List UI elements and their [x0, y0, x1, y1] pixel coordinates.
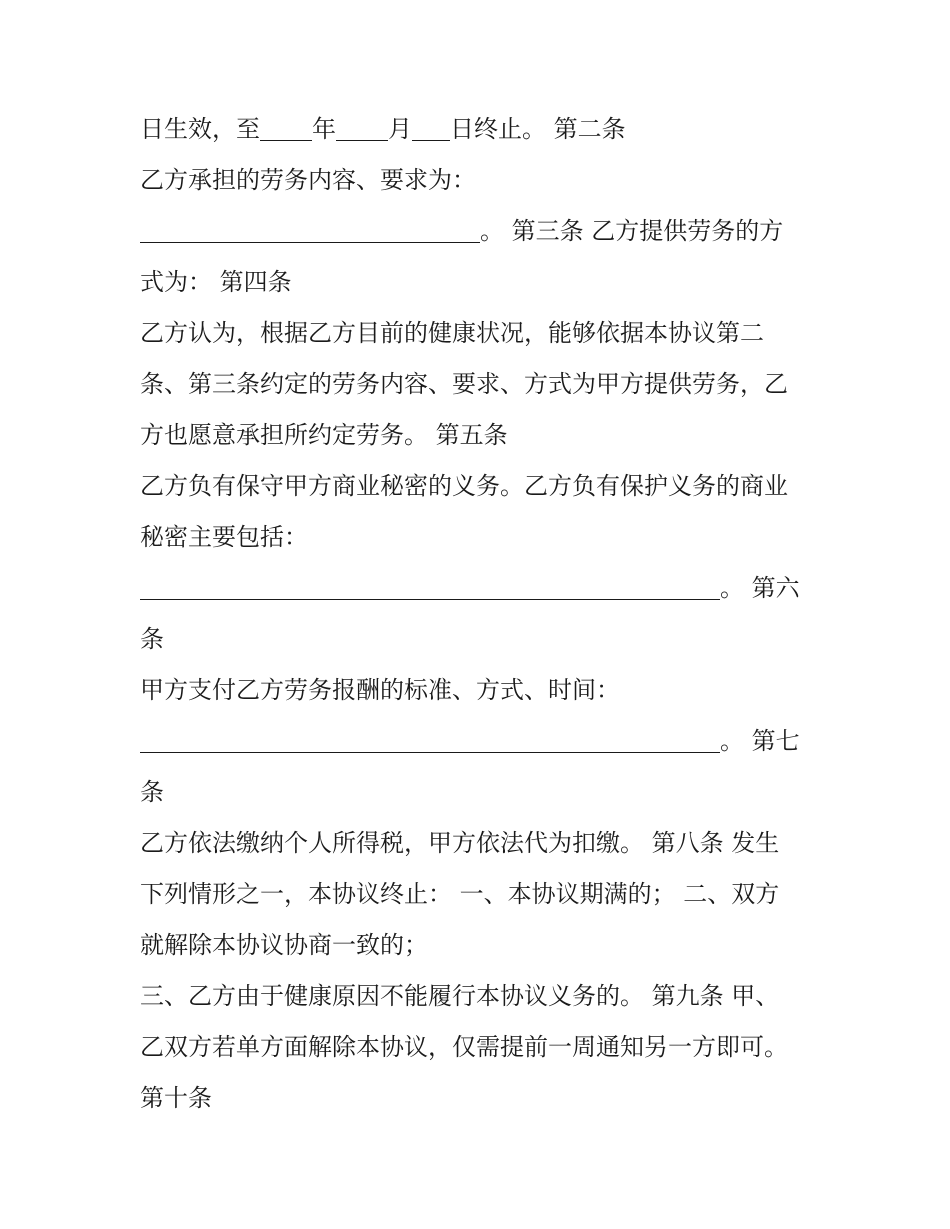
- fill-in-blank: [140, 726, 720, 753]
- fill-in-blank: [260, 114, 312, 141]
- line-text: 条: [140, 778, 164, 806]
- document-line: [140, 563, 830, 614]
- document-line: [140, 104, 830, 155]
- line-text: 。 第七: [720, 727, 800, 755]
- document-line: [140, 359, 830, 410]
- line-text: 秘密主要包括：: [140, 523, 308, 551]
- fill-in-blank: [412, 114, 450, 141]
- fill-in-blank: [336, 114, 388, 141]
- document-line: [140, 818, 830, 869]
- line-text: 乙方负有保守甲方商业秘密的义务。乙方负有保护义务的商业: [140, 472, 788, 500]
- line-text: 式为： 第四条: [140, 268, 292, 296]
- document-line: [140, 971, 830, 1022]
- document-line: [140, 308, 830, 359]
- line-text: 第十条: [140, 1084, 212, 1112]
- document-line: [140, 410, 830, 461]
- document-line: [140, 1022, 830, 1073]
- line-text: 乙方依法缴纳个人所得税，甲方依法代为扣缴。 第八条 发生: [140, 829, 780, 857]
- document-line: [140, 257, 830, 308]
- line-text: 。 第三条 乙方提供劳务的方: [480, 217, 784, 245]
- line-text: 。 第六: [720, 574, 800, 602]
- line-text: 日生效，至: [140, 115, 260, 143]
- document-line: [140, 461, 830, 512]
- document-line: [140, 1073, 830, 1124]
- document-line: [140, 155, 830, 206]
- line-text: 条、第三条约定的劳务内容、要求、方式为甲方提供劳务，乙: [140, 370, 788, 398]
- document-line: [140, 767, 830, 818]
- document-line: [140, 920, 830, 971]
- line-text: 乙方认为，根据乙方目前的健康状况，能够依据本协议第二: [140, 319, 764, 347]
- line-text: 就解除本协议协商一致的；: [140, 931, 428, 959]
- line-text: 条: [140, 625, 164, 653]
- document-line: [140, 206, 830, 257]
- line-text: 日终止。 第二条: [450, 115, 626, 143]
- fill-in-blank: [140, 216, 480, 243]
- line-text: 年: [312, 115, 336, 143]
- line-text: 乙方承担的劳务内容、要求为：: [140, 166, 476, 194]
- line-text: 三、乙方由于健康原因不能履行本协议义务的。 第九条 甲、: [140, 982, 780, 1010]
- document-line: [140, 869, 830, 920]
- line-text: 下列情形之一，本协议终止： 一、本协议期满的； 二、双方: [140, 880, 780, 908]
- document-line: [140, 716, 830, 767]
- line-text: 方也愿意承担所约定劳务。 第五条: [140, 421, 508, 449]
- line-text: 月: [388, 115, 412, 143]
- document-line: [140, 665, 830, 716]
- document-line: [140, 512, 830, 563]
- line-text: 乙双方若单方面解除本协议，仅需提前一周通知另一方即可。: [140, 1033, 788, 1061]
- document-line: [140, 614, 830, 665]
- document-body: [140, 104, 830, 1124]
- fill-in-blank: [140, 573, 720, 600]
- line-text: 甲方支付乙方劳务报酬的标准、方式、时间：: [140, 676, 620, 704]
